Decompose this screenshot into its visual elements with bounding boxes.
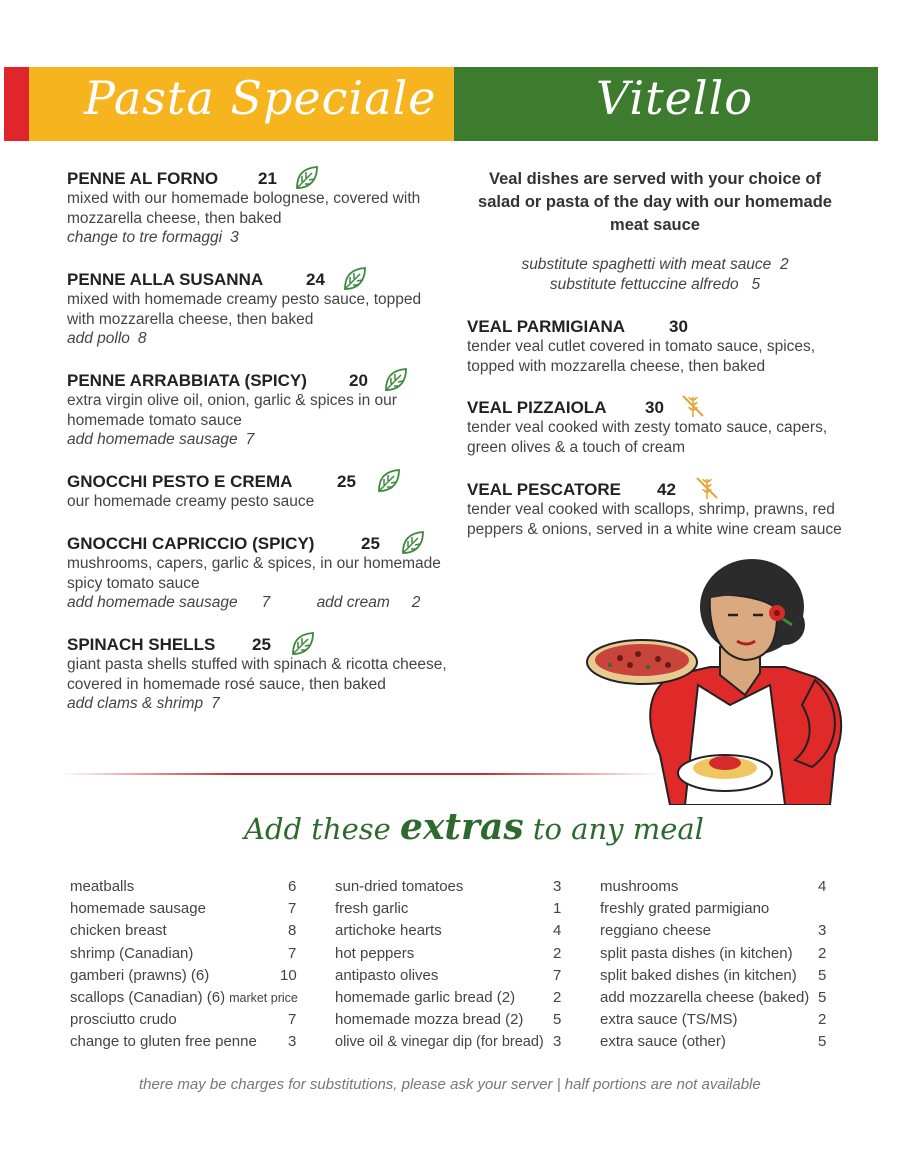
item-description: our homemade creamy pesto sauce bbox=[67, 493, 315, 510]
menu-item-veal-pizzaiola bbox=[467, 397, 867, 457]
item-name: GNOCCHI CAPRICCIO (SPICY) bbox=[67, 534, 315, 553]
item-addon: add clams & shrimp 7 bbox=[67, 695, 220, 712]
item-addon: add homemade sausage 7 bbox=[67, 431, 255, 448]
item-price: 25 bbox=[361, 534, 380, 553]
extra-item: split baked dishes (in kitchen) 5 bbox=[600, 966, 827, 984]
item-price: 42 bbox=[657, 480, 676, 499]
extra-item: extra sauce (other) 5 bbox=[600, 1033, 827, 1051]
item-name: VEAL PIZZAIOLA bbox=[467, 398, 607, 417]
item-name: PENNE ALLA SUSANNA bbox=[67, 270, 264, 289]
leaf-icon bbox=[288, 630, 316, 658]
veal-intro-text: Veal dishes are served with your choice of salad or pasta of the day with our homemade meat sauce bbox=[478, 170, 832, 234]
vitello-title: Vitello bbox=[596, 71, 753, 125]
item-name: VEAL PARMIGIANA bbox=[467, 317, 626, 336]
extra-item: sun-dried tomatoes 3 bbox=[335, 878, 562, 895]
section-banner bbox=[4, 67, 878, 141]
menu-item-penne-al-forno bbox=[67, 168, 452, 248]
item-price: 25 bbox=[252, 635, 271, 654]
extra-item: shrimp (Canadian) 7 bbox=[70, 944, 297, 962]
extra-item: meatballs 6 bbox=[70, 878, 297, 895]
extra-item: chicken breast 8 bbox=[70, 922, 297, 940]
item-price: 21 bbox=[258, 169, 277, 188]
extra-item: homemade sausage 7 bbox=[70, 900, 297, 918]
leaf-icon bbox=[381, 366, 409, 394]
extra-item: gamberi (prawns) (6) 10 bbox=[70, 966, 297, 984]
item-price: 20 bbox=[349, 371, 368, 390]
extra-item: mushrooms 4 bbox=[600, 878, 827, 895]
extra-item: prosciutto crudo 7 bbox=[70, 1011, 297, 1029]
extra-item: hot peppers 2 bbox=[335, 944, 562, 962]
extras-column-3 bbox=[600, 877, 830, 1055]
extra-item: split pasta dishes (in kitchen) 2 bbox=[600, 944, 827, 962]
item-name: SPINACH SHELLS bbox=[67, 635, 216, 654]
item-price: 30 bbox=[645, 398, 664, 417]
item-description: giant pasta shells stuffed with spinach & ricotta cheese, covered in homemade rosé sauce, then baked bbox=[67, 656, 447, 693]
item-price: 25 bbox=[337, 472, 356, 491]
item-description: mixed with our homemade bolognese, covered with mozzarella cheese, then baked bbox=[67, 190, 421, 227]
item-name: PENNE ARRABBIATA (SPICY) bbox=[67, 371, 307, 390]
extra-item: freshly grated parmigiano bbox=[600, 900, 770, 918]
item-description: mushrooms, capers, garlic & spices, in our homemade spicy tomato sauce bbox=[67, 555, 441, 592]
veal-substitute-spaghetti: substitute spaghetti with meat sauce 2 bbox=[521, 256, 789, 273]
extras-column-2 bbox=[335, 877, 565, 1055]
menu-item-veal-pescatore bbox=[467, 479, 867, 539]
leaf-icon bbox=[374, 467, 402, 495]
menu-item-veal-parmigiana bbox=[467, 316, 867, 376]
wheat-crossed-icon bbox=[693, 474, 721, 502]
banner-red-stripe bbox=[4, 67, 29, 141]
leaf-icon bbox=[340, 265, 368, 293]
leaf-icon bbox=[292, 164, 320, 192]
extra-item: antipasto olives 7 bbox=[335, 966, 562, 984]
item-addon: change to tre formaggi 3 bbox=[67, 229, 239, 246]
footer-note: there may be charges for substitutions, please ask your server | half portions are not available bbox=[139, 1076, 761, 1093]
item-name: PENNE AL FORNO bbox=[67, 169, 219, 188]
extra-item: homemade garlic bread (2) 2 bbox=[335, 988, 562, 1006]
extra-item: homemade mozza bread (2) 5 bbox=[335, 1011, 562, 1029]
extra-item: extra sauce (TS/MS) 2 bbox=[600, 1011, 827, 1029]
item-name: GNOCCHI PESTO E CREMA bbox=[67, 472, 293, 491]
extras-column-1 bbox=[70, 877, 298, 1055]
menu-item-gnocchi-capriccio bbox=[67, 533, 452, 613]
item-name: VEAL PESCATORE bbox=[467, 480, 621, 499]
item-description: tender veal cutlet covered in tomato sauce, spices, topped with mozzarella cheese, then baked bbox=[467, 338, 816, 375]
item-description: extra virgin olive oil, onion, garlic & spices in our homemade tomato sauce bbox=[67, 392, 397, 429]
extra-item: scallops (Canadian) (6) market price bbox=[70, 988, 298, 1006]
item-description: mixed with homemade creamy pesto sauce, topped with mozzarella cheese, then baked bbox=[67, 291, 422, 328]
menu-item-penne-alla-susanna bbox=[67, 269, 452, 349]
extra-item: fresh garlic 1 bbox=[335, 900, 562, 918]
menu-item-penne-arrabbiata bbox=[67, 370, 452, 450]
item-description: tender veal cooked with zesty tomato sauce, capers, green olives & a touch of cream bbox=[467, 419, 828, 456]
menu-item-spinach-shells bbox=[67, 634, 452, 714]
veal-substitute-fettuccine: substitute fettuccine alfredo 5 bbox=[549, 276, 761, 293]
chef-woman-illustration bbox=[580, 555, 850, 805]
extra-item: artichoke hearts 4 bbox=[335, 922, 562, 940]
leaf-icon bbox=[398, 529, 426, 557]
item-description: tender veal cooked with scallops, shrimp, prawns, red peppers & onions, served in a white wine cream sauce bbox=[467, 501, 842, 538]
item-addon: add pollo 8 bbox=[67, 330, 147, 347]
wheat-crossed-icon bbox=[679, 392, 707, 420]
section-divider bbox=[60, 773, 660, 775]
extra-item: change to gluten free penne 3 bbox=[70, 1033, 297, 1051]
item-price: 24 bbox=[306, 270, 325, 289]
extra-item: reggiano cheese 3 bbox=[600, 922, 827, 940]
extra-item: add mozzarella cheese (baked) 5 bbox=[600, 988, 827, 1006]
item-price: 30 bbox=[669, 317, 688, 336]
extras-title: Add these extras to any meal bbox=[244, 806, 704, 848]
pasta-speciale-title: Pasta Speciale bbox=[84, 71, 437, 125]
extra-item: olive oil & vinegar dip (for bread) 3 bbox=[335, 1033, 562, 1051]
item-addon: add homemade sausage 7 add cream 2 bbox=[67, 594, 421, 611]
menu-item-gnocchi-pesto-e-crema bbox=[67, 471, 452, 512]
